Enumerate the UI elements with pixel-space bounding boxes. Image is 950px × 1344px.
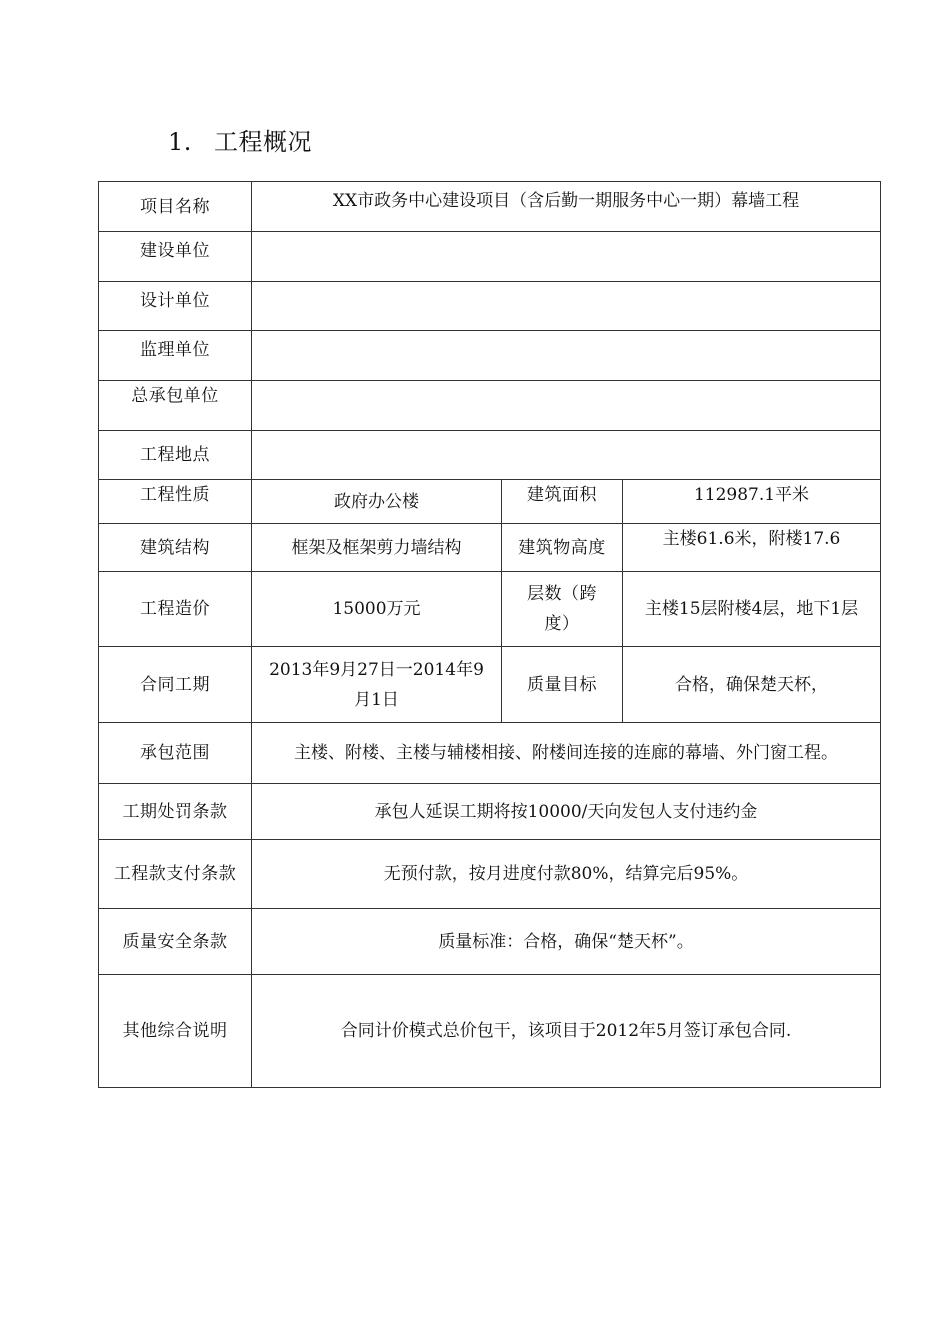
value-cell	[252, 232, 881, 282]
value-cell: 主楼、附楼、主楼与辅楼相接、附楼间连接的连廊的幕墙、外门窗工程。	[252, 723, 881, 784]
value-cell: XX市政务中心建设项目（含后勤一期服务中心一期）幕墙工程	[252, 182, 881, 232]
table-row	[99, 975, 881, 1088]
value-cell: 合格，确保楚天杯，	[623, 647, 881, 723]
table-row	[99, 909, 881, 975]
label-cell: 层数（跨度）	[502, 572, 623, 647]
value-cell: 主楼15层附楼4层，地下1层	[623, 572, 881, 647]
value-cell	[252, 331, 881, 381]
table-row	[99, 232, 881, 282]
value-cell: 2013年9月27日一2014年9月1日	[252, 647, 502, 723]
section-number: 1.	[168, 128, 192, 156]
table-row	[99, 723, 881, 784]
section-heading	[168, 122, 312, 157]
label-cell: 工程款支付条款	[99, 840, 252, 909]
value-cell: 15000万元	[252, 572, 502, 647]
label-cell: 合同工期	[99, 647, 252, 723]
table-row	[99, 331, 881, 381]
section-title: 工程概况	[214, 128, 312, 156]
label-cell: 监理单位	[99, 331, 252, 381]
label-cell: 质量目标	[502, 647, 623, 723]
table-row	[99, 784, 881, 840]
value-cell: 承包人延误工期将按10000/天向发包人支付违约金	[252, 784, 881, 840]
value-cell: 合同计价模式总价包干，该项目于2012年5月签订承包合同.	[252, 975, 881, 1088]
label-cell: 工程地点	[99, 431, 252, 480]
value-cell: 质量标准：合格，确保“楚天杯”。	[252, 909, 881, 975]
value-cell	[252, 381, 881, 431]
value-cell: 无预付款，按月进度付款80%，结算完后95%。	[252, 840, 881, 909]
table-row	[99, 381, 881, 431]
value-cell: 主楼61.6米，附楼17.6	[623, 524, 881, 572]
table-row	[99, 480, 881, 524]
table-row	[99, 282, 881, 331]
table-row	[99, 182, 881, 232]
label-cell: 建筑物高度	[502, 524, 623, 572]
table-row	[99, 524, 881, 572]
table-row	[99, 431, 881, 480]
label-cell: 质量安全条款	[99, 909, 252, 975]
value-cell: 112987.1平米	[623, 480, 881, 524]
label-cell: 工期处罚条款	[99, 784, 252, 840]
value-cell	[252, 431, 881, 480]
label-cell: 工程性质	[99, 480, 252, 524]
label-cell: 其他综合说明	[99, 975, 252, 1088]
label-cell: 项目名称	[99, 182, 252, 232]
project-overview-table	[98, 181, 881, 1088]
label-cell: 建设单位	[99, 232, 252, 282]
value-cell: 政府办公楼	[252, 480, 502, 524]
table-row	[99, 647, 881, 723]
value-cell	[252, 282, 881, 331]
label-cell: 设计单位	[99, 282, 252, 331]
table-row	[99, 572, 881, 647]
label-cell: 承包范围	[99, 723, 252, 784]
value-cell: 框架及框架剪力墙结构	[252, 524, 502, 572]
label-cell: 建筑面积	[502, 480, 623, 524]
label-cell: 工程造价	[99, 572, 252, 647]
table-row	[99, 840, 881, 909]
label-cell: 建筑结构	[99, 524, 252, 572]
label-cell: 总承包单位	[99, 381, 252, 431]
